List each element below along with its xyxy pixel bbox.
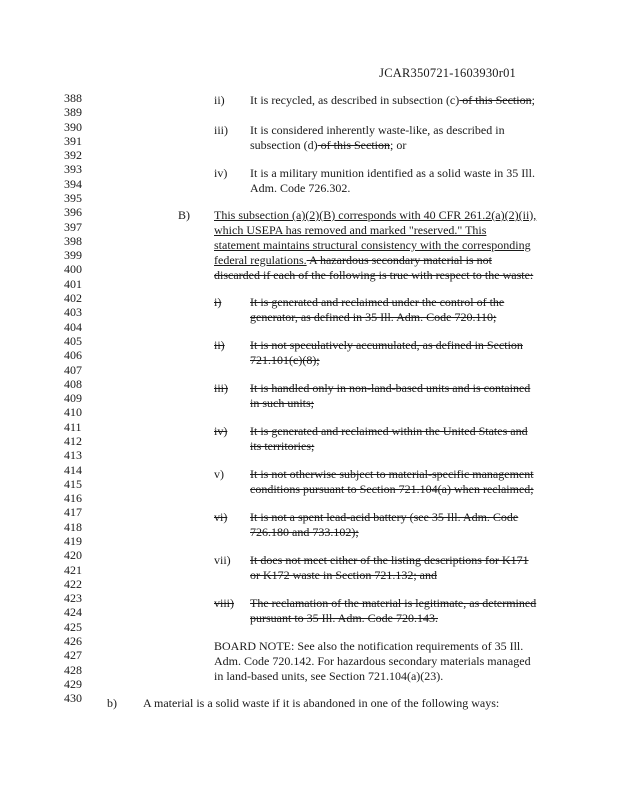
line-number: 406 xyxy=(64,348,82,363)
sub-item-iv-label: iv) xyxy=(214,424,228,438)
sub-item-iii-line1: It is handled only in non-land-based units and is contained xyxy=(250,381,531,395)
sub-item-i-line2: generator, as defined in 35 Ill. Adm. Code 720.110; xyxy=(250,310,497,324)
line-number: 390 xyxy=(64,119,82,134)
line-number: 407 xyxy=(64,362,82,377)
subsection-B-label: B) xyxy=(178,208,190,222)
line-number: 394 xyxy=(64,176,82,191)
line-number: 428 xyxy=(64,662,82,677)
sub-item-ii-line1: It is not speculatively accumulated, as defined in Section xyxy=(250,338,523,352)
line-number: 418 xyxy=(64,519,82,534)
sub-item-vii-label: vii) xyxy=(214,553,231,567)
line-number: 427 xyxy=(64,648,82,663)
line-number: 399 xyxy=(64,248,82,263)
line-number: 423 xyxy=(64,591,82,606)
line-number: 392 xyxy=(64,148,82,163)
item-iv-line2: Adm. Code 726.302. xyxy=(250,181,351,195)
sub-item-viii-label: viii) xyxy=(214,596,234,610)
line-number: 396 xyxy=(64,205,82,220)
item-ii-label: ii) xyxy=(214,93,225,107)
subsection-B-line3: statement maintains structural consistency with the corresponding xyxy=(214,238,531,252)
item-iii-line1: It is considered inherently waste-like, as described in xyxy=(250,123,505,137)
line-number: 393 xyxy=(64,162,82,177)
line-number: 424 xyxy=(64,605,82,620)
line-number: 388 xyxy=(64,91,82,105)
document-id-header: JCAR350721-1603930r01 xyxy=(379,66,516,80)
line-number: 409 xyxy=(64,391,82,406)
line-number: 429 xyxy=(64,676,82,691)
sub-item-viii-line2: pursuant to 35 Ill. Adm. Code 720.143. xyxy=(250,611,438,625)
line-number: 414 xyxy=(64,462,82,477)
line-number: 404 xyxy=(64,319,82,334)
sub-item-vi-label: vi) xyxy=(214,510,228,524)
subsection-b-text: A material is a solid waste if it is abandoned in one of the following ways: xyxy=(143,696,500,710)
line-number: 389 xyxy=(64,105,82,120)
line-number: 410 xyxy=(64,405,82,420)
line-number: 417 xyxy=(64,505,82,520)
sub-item-ii-label: ii) xyxy=(214,338,225,352)
board-note-line1: BOARD NOTE: See also the notification requirements of 35 Ill. xyxy=(214,639,524,653)
line-number: 430 xyxy=(64,691,82,706)
sub-item-v-line1: It is not otherwise subject to material-specific management xyxy=(250,467,534,481)
sub-item-vi-line1: It is not a spent lead-acid battery (see 35 Ill. Adm. Code xyxy=(250,510,519,524)
item-iv-line1: It is a military munition identified as a solid waste in 35 Ill. xyxy=(250,166,535,180)
subsection-B-line1: This subsection (a)(2)(B) corresponds with 40 CFR 261.2(a)(2)(ii), xyxy=(214,208,537,222)
line-number: 408 xyxy=(64,376,82,391)
line-number: 395 xyxy=(64,191,82,206)
line-number: 412 xyxy=(64,433,82,448)
item-iv-label: iv) xyxy=(214,166,228,180)
subsection-B-line2: which USEPA has removed and marked "reserved." This xyxy=(214,223,487,237)
sub-item-v-line2: conditions pursuant to Section 721.104(a) when reclaimed; xyxy=(250,482,534,496)
line-number: 426 xyxy=(64,634,82,649)
sub-item-vii-line2: or K172 waste in Section 721.132; and xyxy=(250,568,437,582)
item-iii-line2: subsection (d) of this Section; or xyxy=(250,138,407,152)
sub-item-ii-line2: 721.101(c)(8); xyxy=(250,353,320,367)
sub-item-iv-line2: its territories; xyxy=(250,439,315,453)
line-number: 415 xyxy=(64,476,82,491)
subsection-B-line4: federal regulations. A hazardous secondary material is not xyxy=(214,253,492,267)
item-ii-text: It is recycled, as described in subsection (c) of this Section; xyxy=(250,93,535,107)
sub-item-i-label: i) xyxy=(214,295,222,309)
item-iii-label: iii) xyxy=(214,123,228,137)
subsection-B-line5: discarded if each of the following is true with respect to the waste: xyxy=(214,268,534,282)
line-number: 402 xyxy=(64,291,82,306)
line-number: 421 xyxy=(64,562,82,577)
sub-item-iv-line1: It is generated and reclaimed within the United States and xyxy=(250,424,528,438)
sub-item-vi-line2: 726.180 and 733.102); xyxy=(250,525,359,539)
subsection-b-label: b) xyxy=(107,696,117,710)
line-number: 391 xyxy=(64,133,82,148)
sub-item-iii-label: iii) xyxy=(214,381,228,395)
sub-item-i-line1: It is generated and reclaimed under the control of the xyxy=(250,295,505,309)
line-number: 413 xyxy=(64,448,82,463)
sub-item-vii-line1: It does not meet either of the listing descriptions for K171 xyxy=(250,553,529,567)
line-number: 422 xyxy=(64,576,82,591)
line-number: 403 xyxy=(64,305,82,320)
board-note-line3: in land-based units, see Section 721.104(a)(23). xyxy=(214,669,444,683)
line-number: 411 xyxy=(64,419,82,434)
sub-item-v-label: v) xyxy=(214,467,224,481)
sub-item-iii-line2: in such units; xyxy=(250,396,315,410)
line-number: 425 xyxy=(64,619,82,634)
line-number: 419 xyxy=(64,533,82,548)
sub-item-viii-line1: The reclamation of the material is legitimate, as determined xyxy=(250,596,537,610)
board-note-line2: Adm. Code 720.142. For hazardous secondary materials managed xyxy=(214,654,531,668)
line-number: 400 xyxy=(64,262,82,277)
line-number: 397 xyxy=(64,219,82,234)
line-number: 420 xyxy=(64,548,82,563)
line-number: 398 xyxy=(64,233,82,248)
line-number: 405 xyxy=(64,333,82,348)
line-number: 416 xyxy=(64,491,82,506)
line-number: 401 xyxy=(64,276,82,291)
